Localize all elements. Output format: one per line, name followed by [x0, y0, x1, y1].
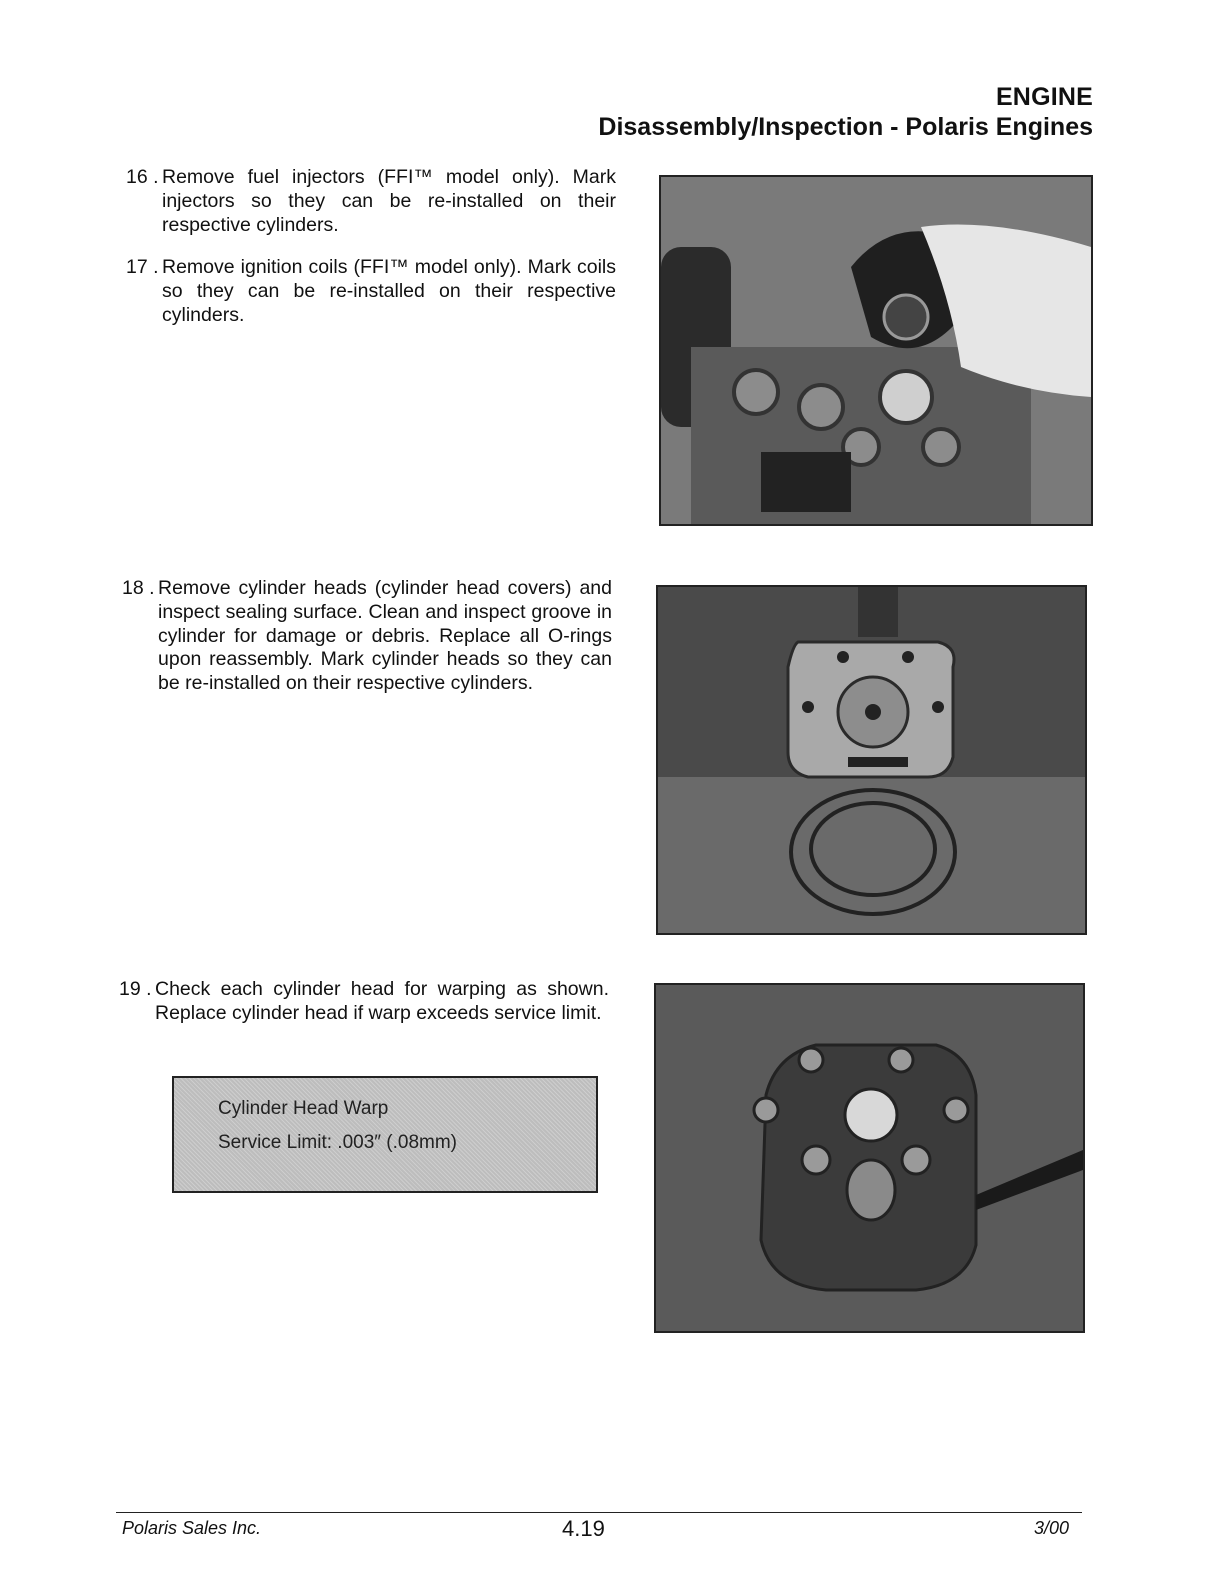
spec-box-cylinder-head-warp [172, 1076, 598, 1193]
footer-page-number: 4.19 [562, 1516, 605, 1541]
step-17 [126, 256, 616, 327]
photo-cylinder-head-o-rings [656, 585, 1087, 935]
step-number: 16 . [126, 166, 159, 188]
footer-divider [116, 1512, 1082, 1513]
photo-cylinder-head-top-illustration [656, 985, 1083, 1331]
step-text: Remove cylinder heads (cylinder head covers) and inspect sealing surface. Clean and inspect groove in cylinder for damage or debris. Replace all O-rings upon reassembly. Mark cylinder heads so they can be re-installed on their respective cylinders. [158, 577, 612, 695]
step-number: 19 . [119, 978, 152, 1000]
spec-title: Cylinder Head Warp [218, 1098, 389, 1119]
step-number: 18 . [122, 577, 155, 599]
page-header [598, 82, 1093, 142]
section-title: ENGINE [995, 83, 1093, 111]
step-18 [122, 577, 612, 696]
step-text: Check each cylinder head for warping as shown. Replace cylinder head if warp exceeds service limit. [155, 978, 609, 1024]
step-number: 17 . [126, 256, 159, 278]
footer-date: 3/00 [1034, 1518, 1070, 1538]
photo-cylinder-head-warp [654, 983, 1085, 1333]
photo-ignition-coil-illustration [661, 177, 1091, 524]
footer-company: Polaris Sales Inc. [122, 1518, 262, 1538]
step-text: Remove fuel injectors (FFI™ model only). Mark injectors so they can be re-installed on their respective cylinders. [162, 166, 616, 236]
step-16 [126, 166, 616, 237]
spec-service-limit: Service Limit: .003″ (.08mm) [218, 1132, 458, 1153]
page-subtitle: Disassembly/Inspection - Polaris Engines [598, 113, 1093, 141]
step-text: Remove ignition coils (FFI™ model only). Mark coils so they can be re-installed on their respective cylinders. [162, 256, 616, 326]
photo-cylinder-head-illustration [658, 587, 1085, 933]
step-19 [119, 978, 609, 1026]
photo-ignition-coil-removal [659, 175, 1093, 526]
